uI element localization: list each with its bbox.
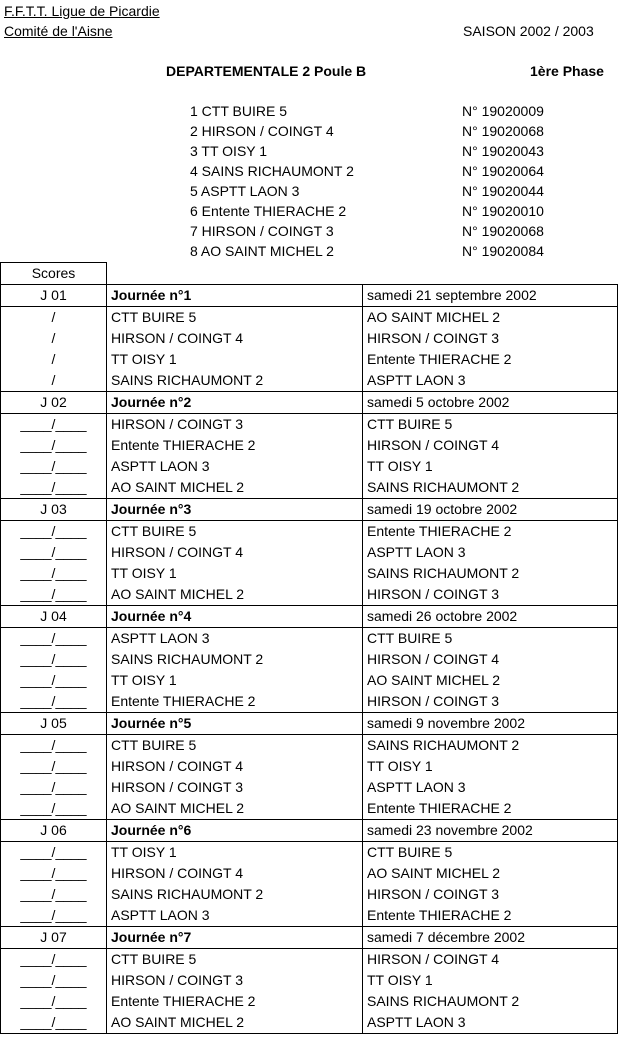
match-row [1,777,618,798]
team-number: N° 19020044 [462,183,544,199]
team-row [190,121,560,141]
match-away-team: SAINS RICHAUMONT 2 [363,735,618,757]
team-row [190,161,560,181]
team-number: N° 19020043 [462,143,544,159]
match-away-team: SAINS RICHAUMONT 2 [363,563,618,584]
round-title: Journée n°7 [107,927,363,949]
round-title: Journée n°4 [107,606,363,628]
team-number: N° 19020064 [462,163,544,179]
match-score: ____/____ [1,798,107,820]
match-away-team: Entente THIERACHE 2 [363,521,618,543]
match-score: ____/____ [1,735,107,757]
round-date: samedi 7 décembre 2002 [363,927,618,949]
match-home-team: TT OISY 1 [107,842,363,864]
match-score: ____/____ [1,970,107,991]
match-away-team: HIRSON / COINGT 3 [363,691,618,713]
round-date: samedi 5 octobre 2002 [363,392,618,414]
match-away-team: Entente THIERACHE 2 [363,798,618,820]
match-home-team: HIRSON / COINGT 3 [107,777,363,798]
round-code: J 04 [1,606,107,628]
match-away-team: SAINS RICHAUMONT 2 [363,477,618,499]
team-row [190,101,560,121]
match-score: ____/____ [1,691,107,713]
match-away-team: HIRSON / COINGT 3 [363,328,618,349]
match-row [1,1012,618,1034]
match-away-team: TT OISY 1 [363,970,618,991]
match-home-team: SAINS RICHAUMONT 2 [107,649,363,670]
match-row [1,649,618,670]
round-title: Journée n°3 [107,499,363,521]
match-home-team: CTT BUIRE 5 [107,735,363,757]
match-away-team: HIRSON / COINGT 4 [363,649,618,670]
org-line-1: F.F.T.T. Ligue de Picardie [4,3,160,19]
match-row [1,542,618,563]
match-away-team: ASPTT LAON 3 [363,542,618,563]
round-title: Journée n°2 [107,392,363,414]
match-home-team: AO SAINT MICHEL 2 [107,798,363,820]
phase-label: 1ère Phase [530,63,604,79]
team-number: N° 19020068 [462,123,544,139]
team-list [190,101,560,261]
team-name: 7 HIRSON / COINGT 3 [190,223,334,239]
match-row [1,584,618,606]
match-score: ____/____ [1,477,107,499]
round-header-row [1,820,618,842]
round-title: Journée n°6 [107,820,363,842]
match-score: / [1,370,107,392]
match-home-team: Entente THIERACHE 2 [107,991,363,1012]
match-home-team: Entente THIERACHE 2 [107,435,363,456]
match-row [1,414,618,436]
match-row [1,756,618,777]
match-away-team: TT OISY 1 [363,456,618,477]
team-row [190,141,560,161]
match-row [1,991,618,1012]
team-number: N° 19020010 [462,203,544,219]
scores-header-spacer [107,263,618,285]
match-row [1,456,618,477]
round-date: samedi 21 septembre 2002 [363,285,618,307]
round-header-row [1,499,618,521]
round-date: samedi 9 novembre 2002 [363,713,618,735]
round-code: J 06 [1,820,107,842]
org-line-2: Comité de l'Aisne [4,23,113,39]
match-home-team: HIRSON / COINGT 4 [107,863,363,884]
match-away-team: CTT BUIRE 5 [363,628,618,650]
round-code: J 03 [1,499,107,521]
match-row [1,884,618,905]
match-row [1,798,618,820]
round-header-row [1,713,618,735]
match-away-team: TT OISY 1 [363,756,618,777]
match-away-team: AO SAINT MICHEL 2 [363,307,618,329]
match-score: ____/____ [1,628,107,650]
match-score: / [1,328,107,349]
match-home-team: Entente THIERACHE 2 [107,691,363,713]
round-header-row [1,285,618,307]
team-name: 4 SAINS RICHAUMONT 2 [190,163,354,179]
match-row [1,691,618,713]
match-away-team: AO SAINT MICHEL 2 [363,670,618,691]
match-score: ____/____ [1,414,107,436]
match-row [1,328,618,349]
match-score: ____/____ [1,991,107,1012]
match-score: ____/____ [1,563,107,584]
round-header-row [1,606,618,628]
team-row [190,221,560,241]
match-row [1,670,618,691]
match-score: ____/____ [1,435,107,456]
match-score: ____/____ [1,884,107,905]
match-away-team: HIRSON / COINGT 3 [363,884,618,905]
match-home-team: TT OISY 1 [107,349,363,370]
scores-header: Scores [1,263,107,285]
team-name: 2 HIRSON / COINGT 4 [190,123,334,139]
match-row [1,563,618,584]
match-home-team: ASPTT LAON 3 [107,456,363,477]
round-date: samedi 26 octobre 2002 [363,606,618,628]
round-date: samedi 19 octobre 2002 [363,499,618,521]
match-row [1,628,618,650]
match-home-team: SAINS RICHAUMONT 2 [107,370,363,392]
match-home-team: AO SAINT MICHEL 2 [107,477,363,499]
match-score: ____/____ [1,649,107,670]
match-score: ____/____ [1,456,107,477]
team-row [190,201,560,221]
match-score: ____/____ [1,842,107,864]
match-score: ____/____ [1,777,107,798]
match-score: ____/____ [1,584,107,606]
match-home-team: HIRSON / COINGT 3 [107,414,363,436]
match-away-team: CTT BUIRE 5 [363,414,618,436]
team-number: N° 19020009 [462,103,544,119]
match-score: / [1,349,107,370]
round-code: J 01 [1,285,107,307]
fixtures-table [0,262,618,1034]
match-score: / [1,307,107,329]
match-home-team: CTT BUIRE 5 [107,949,363,971]
round-code: J 02 [1,392,107,414]
match-row [1,970,618,991]
match-home-team: HIRSON / COINGT 4 [107,756,363,777]
match-away-team: SAINS RICHAUMONT 2 [363,991,618,1012]
team-name: 3 TT OISY 1 [190,143,268,159]
season-label: SAISON 2002 / 2003 [463,23,594,39]
match-away-team: CTT BUIRE 5 [363,842,618,864]
match-row [1,735,618,757]
round-header-row [1,927,618,949]
round-code: J 05 [1,713,107,735]
match-row [1,370,618,392]
match-score: ____/____ [1,863,107,884]
team-row [190,241,560,261]
team-name: 1 CTT BUIRE 5 [190,103,287,119]
match-home-team: TT OISY 1 [107,563,363,584]
team-name: 5 ASPTT LAON 3 [190,183,300,199]
team-number: N° 19020068 [462,223,544,239]
match-home-team: CTT BUIRE 5 [107,521,363,543]
division-title: DEPARTEMENTALE 2 Poule B [166,63,367,79]
match-row [1,349,618,370]
match-away-team: HIRSON / COINGT 4 [363,949,618,971]
match-home-team: SAINS RICHAUMONT 2 [107,884,363,905]
match-home-team: AO SAINT MICHEL 2 [107,1012,363,1034]
scores-header-row [1,263,618,285]
team-name: 8 AO SAINT MICHEL 2 [190,243,334,259]
match-home-team: HIRSON / COINGT 4 [107,542,363,563]
match-row [1,905,618,927]
match-away-team: ASPTT LAON 3 [363,777,618,798]
match-score: ____/____ [1,756,107,777]
match-score: ____/____ [1,670,107,691]
match-away-team: HIRSON / COINGT 3 [363,584,618,606]
round-date: samedi 23 novembre 2002 [363,820,618,842]
match-away-team: Entente THIERACHE 2 [363,349,618,370]
team-number: N° 19020084 [462,243,544,259]
match-score: ____/____ [1,1012,107,1034]
match-row [1,521,618,543]
match-away-team: AO SAINT MICHEL 2 [363,863,618,884]
match-row [1,949,618,971]
match-row [1,307,618,329]
round-title: Journée n°1 [107,285,363,307]
match-home-team: HIRSON / COINGT 4 [107,328,363,349]
match-score: ____/____ [1,949,107,971]
match-row [1,435,618,456]
match-away-team: ASPTT LAON 3 [363,370,618,392]
match-home-team: CTT BUIRE 5 [107,307,363,329]
team-row [190,181,560,201]
match-score: ____/____ [1,905,107,927]
match-home-team: ASPTT LAON 3 [107,628,363,650]
match-score: ____/____ [1,542,107,563]
round-code: J 07 [1,927,107,949]
match-row [1,863,618,884]
match-score: ____/____ [1,521,107,543]
match-away-team: ASPTT LAON 3 [363,1012,618,1034]
match-away-team: HIRSON / COINGT 4 [363,435,618,456]
match-home-team: HIRSON / COINGT 3 [107,970,363,991]
round-header-row [1,392,618,414]
match-home-team: ASPTT LAON 3 [107,905,363,927]
match-away-team: Entente THIERACHE 2 [363,905,618,927]
round-title: Journée n°5 [107,713,363,735]
match-row [1,477,618,499]
team-name: 6 Entente THIERACHE 2 [190,203,347,219]
match-home-team: TT OISY 1 [107,670,363,691]
match-home-team: AO SAINT MICHEL 2 [107,584,363,606]
match-row [1,842,618,864]
